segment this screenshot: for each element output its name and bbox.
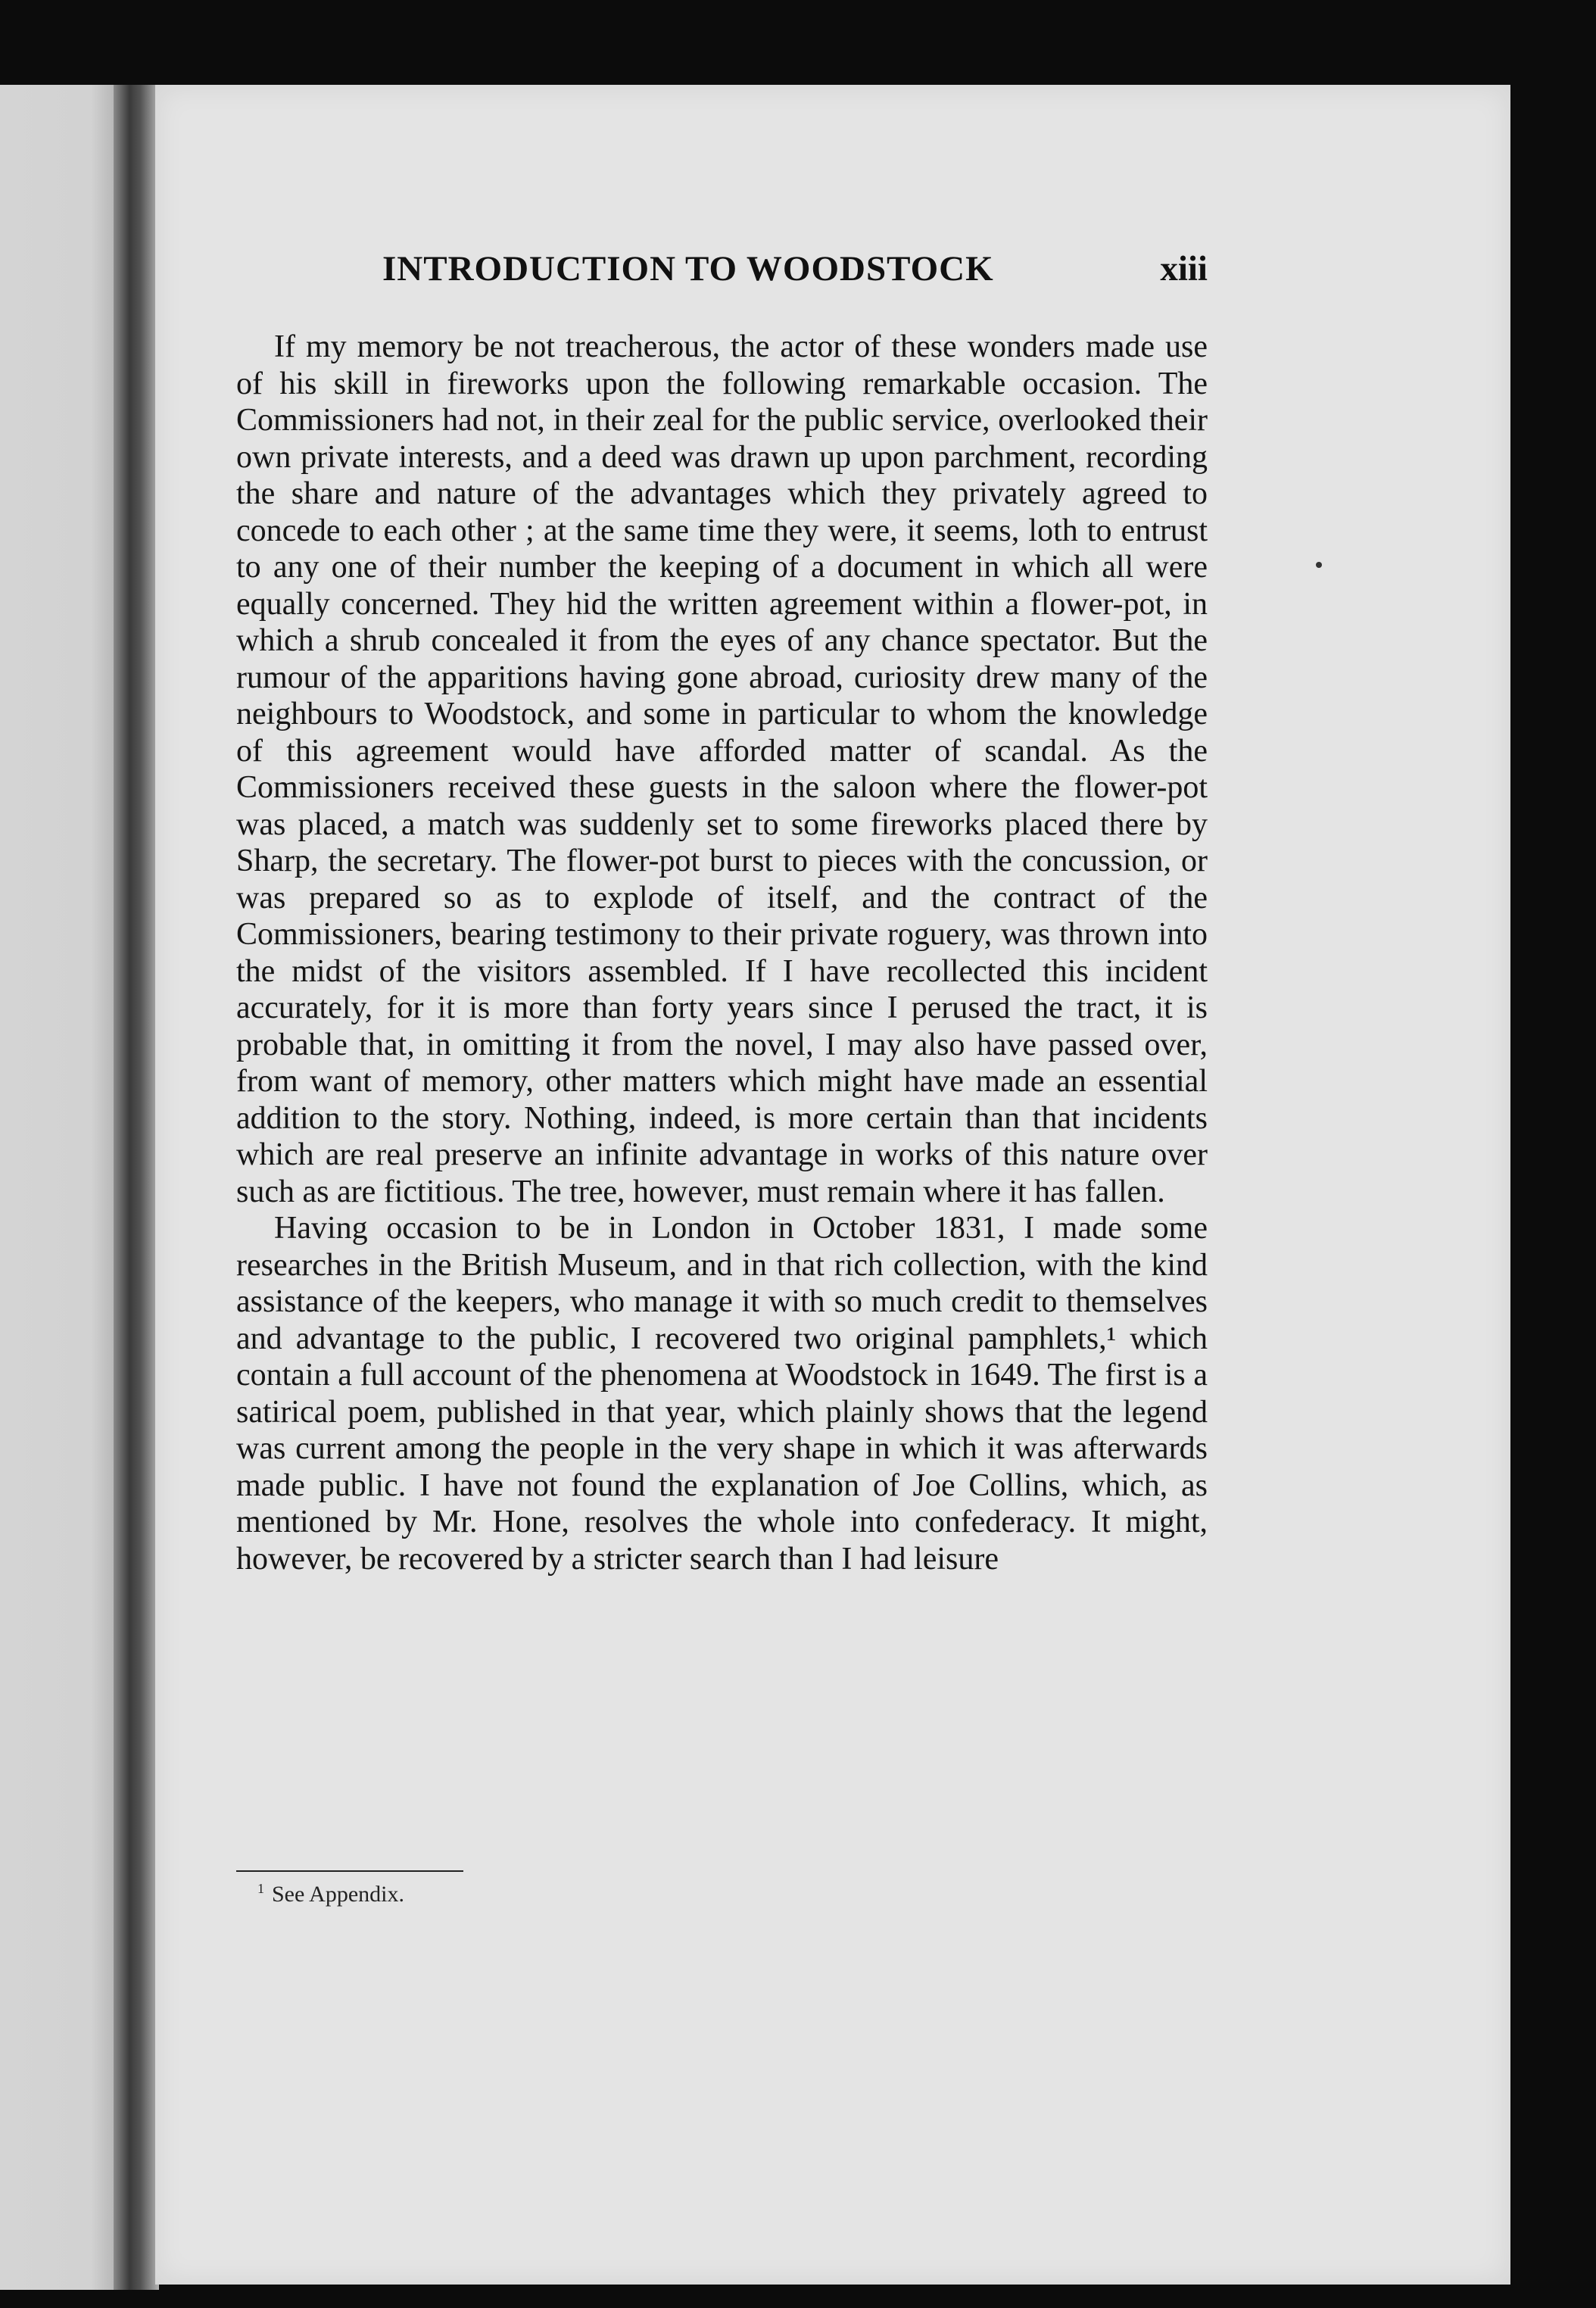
scan-speck [1316, 562, 1322, 568]
running-title: INTRODUCTION TO WOODSTOCK [382, 249, 994, 288]
paragraph: If my memory be not treacherous, the actor of these wonders made use of his skill in fireworks upon the following remarkable occasion. The Commissioners had not, in their zeal for the public service, overlooked their own private interests, and a deed was drawn up upon parchment, recording the share and nature of the advantages which they privately agreed to concede to each other ; at the same time they were, it seems, loth to entrust to any one of their number the keeping of a document in which all were equally concerned. They hid the written agreement within a flower-pot, in which a shrub concealed it from the eyes of any chance spectator. But the rumour of the apparitions having gone abroad, curiosity drew many of the neighbours to Woodstock, and some in particular to whom the knowledge of this agreement would have afforded matter of scandal. As the Commissioners received these guests in the saloon where the flower-pot was placed, a match was suddenly set to some fireworks placed there by Sharp, the secretary. The flower-pot burst to pieces with the concussion, or was prepared so as to explode of itself, and the contract of the Commissioners, bearing testimony to their private roguery, was thrown into the midst of the visitors assembled. If I have recollected this incident accurately, for it is more than forty years since I perused the tract, it is probable that, in omitting it from the novel, I may also have passed over, from want of memory, other matters which might have made an essential addition to the story. Nothing, indeed, is more certain than that incidents which are real preserve an infinite advantage in works of this nature over such as are fictitious. The tree, however, must remain where it has fallen. [236, 329, 1208, 1209]
paragraph: Having occasion to be in London in October 1831, I made some researches in the British Museum, and in that rich collection, with the kind assistance of the keepers, who manage it with so much credit to themselves and advantage to the public, I recovered two original pamphlets,¹ which contain a full account of the phenomena at Woodstock in 1649. The first is a satirical poem, published in that year, which plainly shows that the legend was current among the people in the very shape in which it was afterwards made public. I have not found the explanation of Joe Collins, which, as mentioned by Mr. Hone, resolves the whole into confederacy. It might, however, be recovered by a stricter search than I had leisure [236, 1211, 1208, 1577]
footnote-rule [236, 1870, 463, 1872]
footnote-marker: 1 [257, 1881, 264, 1896]
facing-page-edge [0, 85, 114, 2290]
footnote [257, 1881, 404, 1907]
body-text [236, 329, 1208, 1577]
page-number: xiii [1160, 249, 1208, 288]
footnote-text: See Appendix. [272, 1882, 404, 1907]
running-head [382, 248, 1208, 301]
book-gutter [114, 85, 159, 2290]
